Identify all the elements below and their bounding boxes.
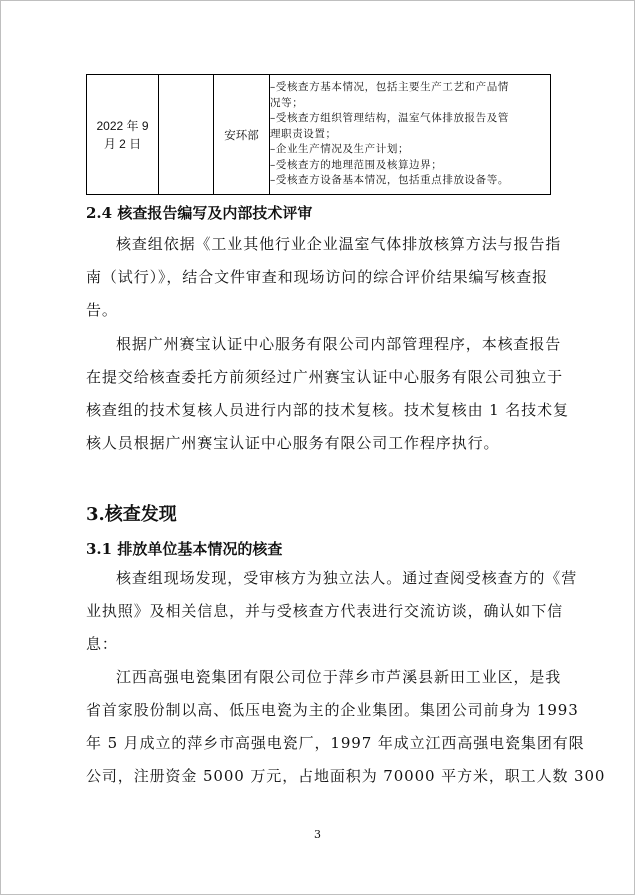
text-line: 核人员根据广州赛宝认证中心服务有限公司工作程序执行。 (86, 434, 500, 452)
text-line: 根据广州赛宝认证中心服务有限公司内部管理程序，本核查报告 (116, 335, 562, 353)
date-line: 2022 年 9 (96, 118, 149, 133)
text-line: 南（试行）》，结合文件审查和现场访问的综合评价结果编写核查报 (86, 268, 549, 286)
text-line: 在提交给核查委托方前须经过广州赛宝认证中心服务有限公司独立于 (86, 368, 564, 386)
date-cell (87, 75, 159, 195)
page-number: 3 (314, 828, 321, 841)
text-line: 江西高强电瓷集团有限公司位于萍乡市芦溪县新田工业区，是我 (116, 668, 562, 686)
verification-record-table (86, 74, 551, 195)
department-cell: 安环部 (214, 75, 270, 195)
item-line: 况等； (270, 96, 304, 109)
section-2-4-heading: 2.4 核查报告编写及内部技术评审 (86, 204, 313, 222)
text-line: 年 5 月成立的萍乡市高强电瓷厂，1997 年成立江西高强电瓷集团有限 (86, 734, 585, 752)
item-line: –受核查方的地理范围及核算边界； (270, 158, 443, 171)
text-line: 核查组的技术复核人员进行内部的技术复核。技术复核由 1 名技术复 (86, 401, 569, 419)
empty-cell (159, 75, 214, 195)
item-line: –企业生产情况及生产计划； (270, 143, 410, 156)
text-line: 核查组现场发现，受审核方为独立法人。通过查阅受核查方的《营 (116, 569, 578, 587)
text-line: 告。 (86, 301, 118, 319)
section-3-1-paragraph-1 (86, 562, 578, 661)
item-line: 理职责设置； (270, 127, 337, 140)
text-line: 核查组依据《工业其他行业企业温室气体排放核算方法与报告指 (116, 235, 562, 253)
section-3-heading: 3.核查发现 (86, 504, 177, 525)
section-3-1-paragraph-2 (86, 661, 606, 793)
section-2-4-paragraph-1 (86, 228, 562, 327)
table-row (87, 75, 551, 195)
section-3-1-heading: 3.1 排放单位基本情况的核查 (86, 540, 283, 558)
item-line: –受核查方基本情况，包括主要生产工艺和产品情 (270, 81, 509, 94)
text-line: 省首家股份制以高、低压电瓷为主的企业集团。集团公司前身为 1993 (86, 701, 579, 719)
text-line: 息： (86, 635, 118, 653)
item-line: –受核查方组织管理结构，温室气体排放报告及管 (270, 112, 509, 125)
date-line: 月 2 日 (103, 136, 142, 151)
section-2-4-paragraph-2 (86, 328, 569, 460)
text-line: 公司，注册资金 5000 万元，占地面积为 70000 平方米，职工人数 300 (86, 767, 606, 785)
item-line: –受核查方设备基本情况，包括重点排放设备等。 (270, 174, 509, 187)
text-line: 业执照》及相关信息，并与受核查方代表进行交流访谈，确认如下信 (86, 602, 564, 620)
items-cell (270, 75, 551, 195)
